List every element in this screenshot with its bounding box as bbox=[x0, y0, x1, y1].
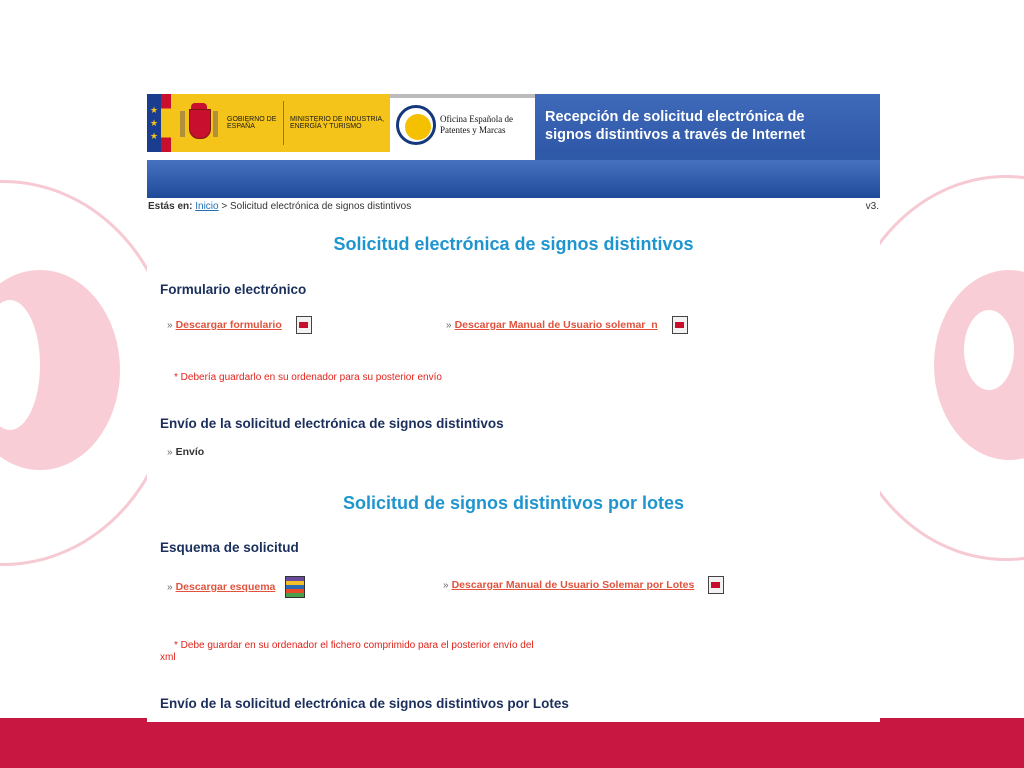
arrow-icon: » bbox=[443, 579, 449, 591]
section-title-batch: Solicitud de signos distintivos por lotes bbox=[342, 493, 685, 513]
header-title-line1: Recepción de solicitud electrónica de bbox=[545, 109, 805, 125]
download-schema-row bbox=[167, 576, 305, 598]
breadcrumb-current: > Solicitud electrónica de signos distintivos bbox=[221, 201, 412, 212]
pdf-icon[interactable] bbox=[708, 576, 724, 594]
header-title bbox=[535, 94, 880, 160]
batch-send-heading: Envío de la solicitud electrónica de signos distintivos por Lotes bbox=[160, 696, 569, 711]
coat-of-arms-icon bbox=[177, 103, 221, 143]
compressed-file-note-line1: * Debe guardar en su ordenador el fichero comprimido para el posterior envío del bbox=[174, 640, 534, 651]
version-label: v3. bbox=[865, 201, 879, 212]
oepm-logo-block bbox=[390, 94, 535, 152]
download-manual-link[interactable]: Descargar Manual de Usuario solemar_n bbox=[454, 319, 658, 331]
schema-heading: Esquema de solicitud bbox=[160, 540, 299, 555]
download-form-link[interactable]: Descargar formulario bbox=[175, 319, 282, 331]
arrow-icon: » bbox=[167, 446, 173, 458]
spain-flag-icon bbox=[161, 94, 171, 152]
pdf-icon[interactable] bbox=[672, 316, 688, 334]
download-form-row bbox=[167, 316, 312, 334]
oepm-text: Oficina Española de Patentes y Marcas bbox=[440, 114, 513, 135]
download-schema-link[interactable]: Descargar esquema bbox=[175, 581, 276, 593]
breadcrumb-home-link[interactable]: Inicio bbox=[195, 201, 219, 212]
bottom-band bbox=[0, 718, 1024, 768]
header-title-line2: signos distintivos a través de Internet bbox=[545, 127, 806, 143]
logo-divider bbox=[283, 101, 284, 145]
breadcrumb bbox=[147, 198, 880, 217]
government-logo-block bbox=[147, 94, 390, 152]
decorative-shape-right-inner bbox=[964, 310, 1014, 390]
section-title-electronic: Solicitud electrónica de signos distintivos bbox=[333, 234, 694, 254]
save-note: * Debería guardarlo en su ordenador para su posterior envío bbox=[174, 372, 442, 383]
download-batch-manual-link[interactable]: Descargar Manual de Usuario Solemar por Lotes bbox=[451, 579, 695, 591]
ministry-text: MINISTERIO DE INDUSTRIA, ENERGÍA Y TURISMO bbox=[290, 116, 385, 130]
eu-flag-icon: ★ ★ ★ bbox=[147, 94, 161, 152]
form-heading: Formulario electrónico bbox=[160, 282, 307, 297]
arrow-icon: » bbox=[446, 319, 452, 331]
send-link[interactable]: Envío bbox=[175, 446, 205, 458]
send-heading: Envío de la solicitud electrónica de signos distintivos bbox=[160, 416, 504, 431]
navigation-bar bbox=[147, 160, 880, 198]
download-batch-manual-row bbox=[443, 576, 724, 594]
compressed-file-icon[interactable] bbox=[285, 576, 305, 598]
site-header bbox=[147, 94, 880, 160]
oepm-logo-icon bbox=[396, 105, 436, 145]
web-page-screenshot bbox=[147, 94, 880, 722]
compressed-file-note-line2: xml bbox=[160, 652, 176, 663]
arrow-icon: » bbox=[167, 319, 173, 331]
download-manual-row bbox=[446, 316, 688, 334]
compressed-file-note bbox=[160, 640, 534, 664]
breadcrumb-label: Estás en: bbox=[148, 201, 193, 212]
pdf-icon[interactable] bbox=[296, 316, 312, 334]
arrow-icon: » bbox=[167, 581, 173, 593]
government-text: GOBIERNO DE ESPAÑA bbox=[227, 116, 277, 130]
send-row bbox=[167, 446, 204, 458]
